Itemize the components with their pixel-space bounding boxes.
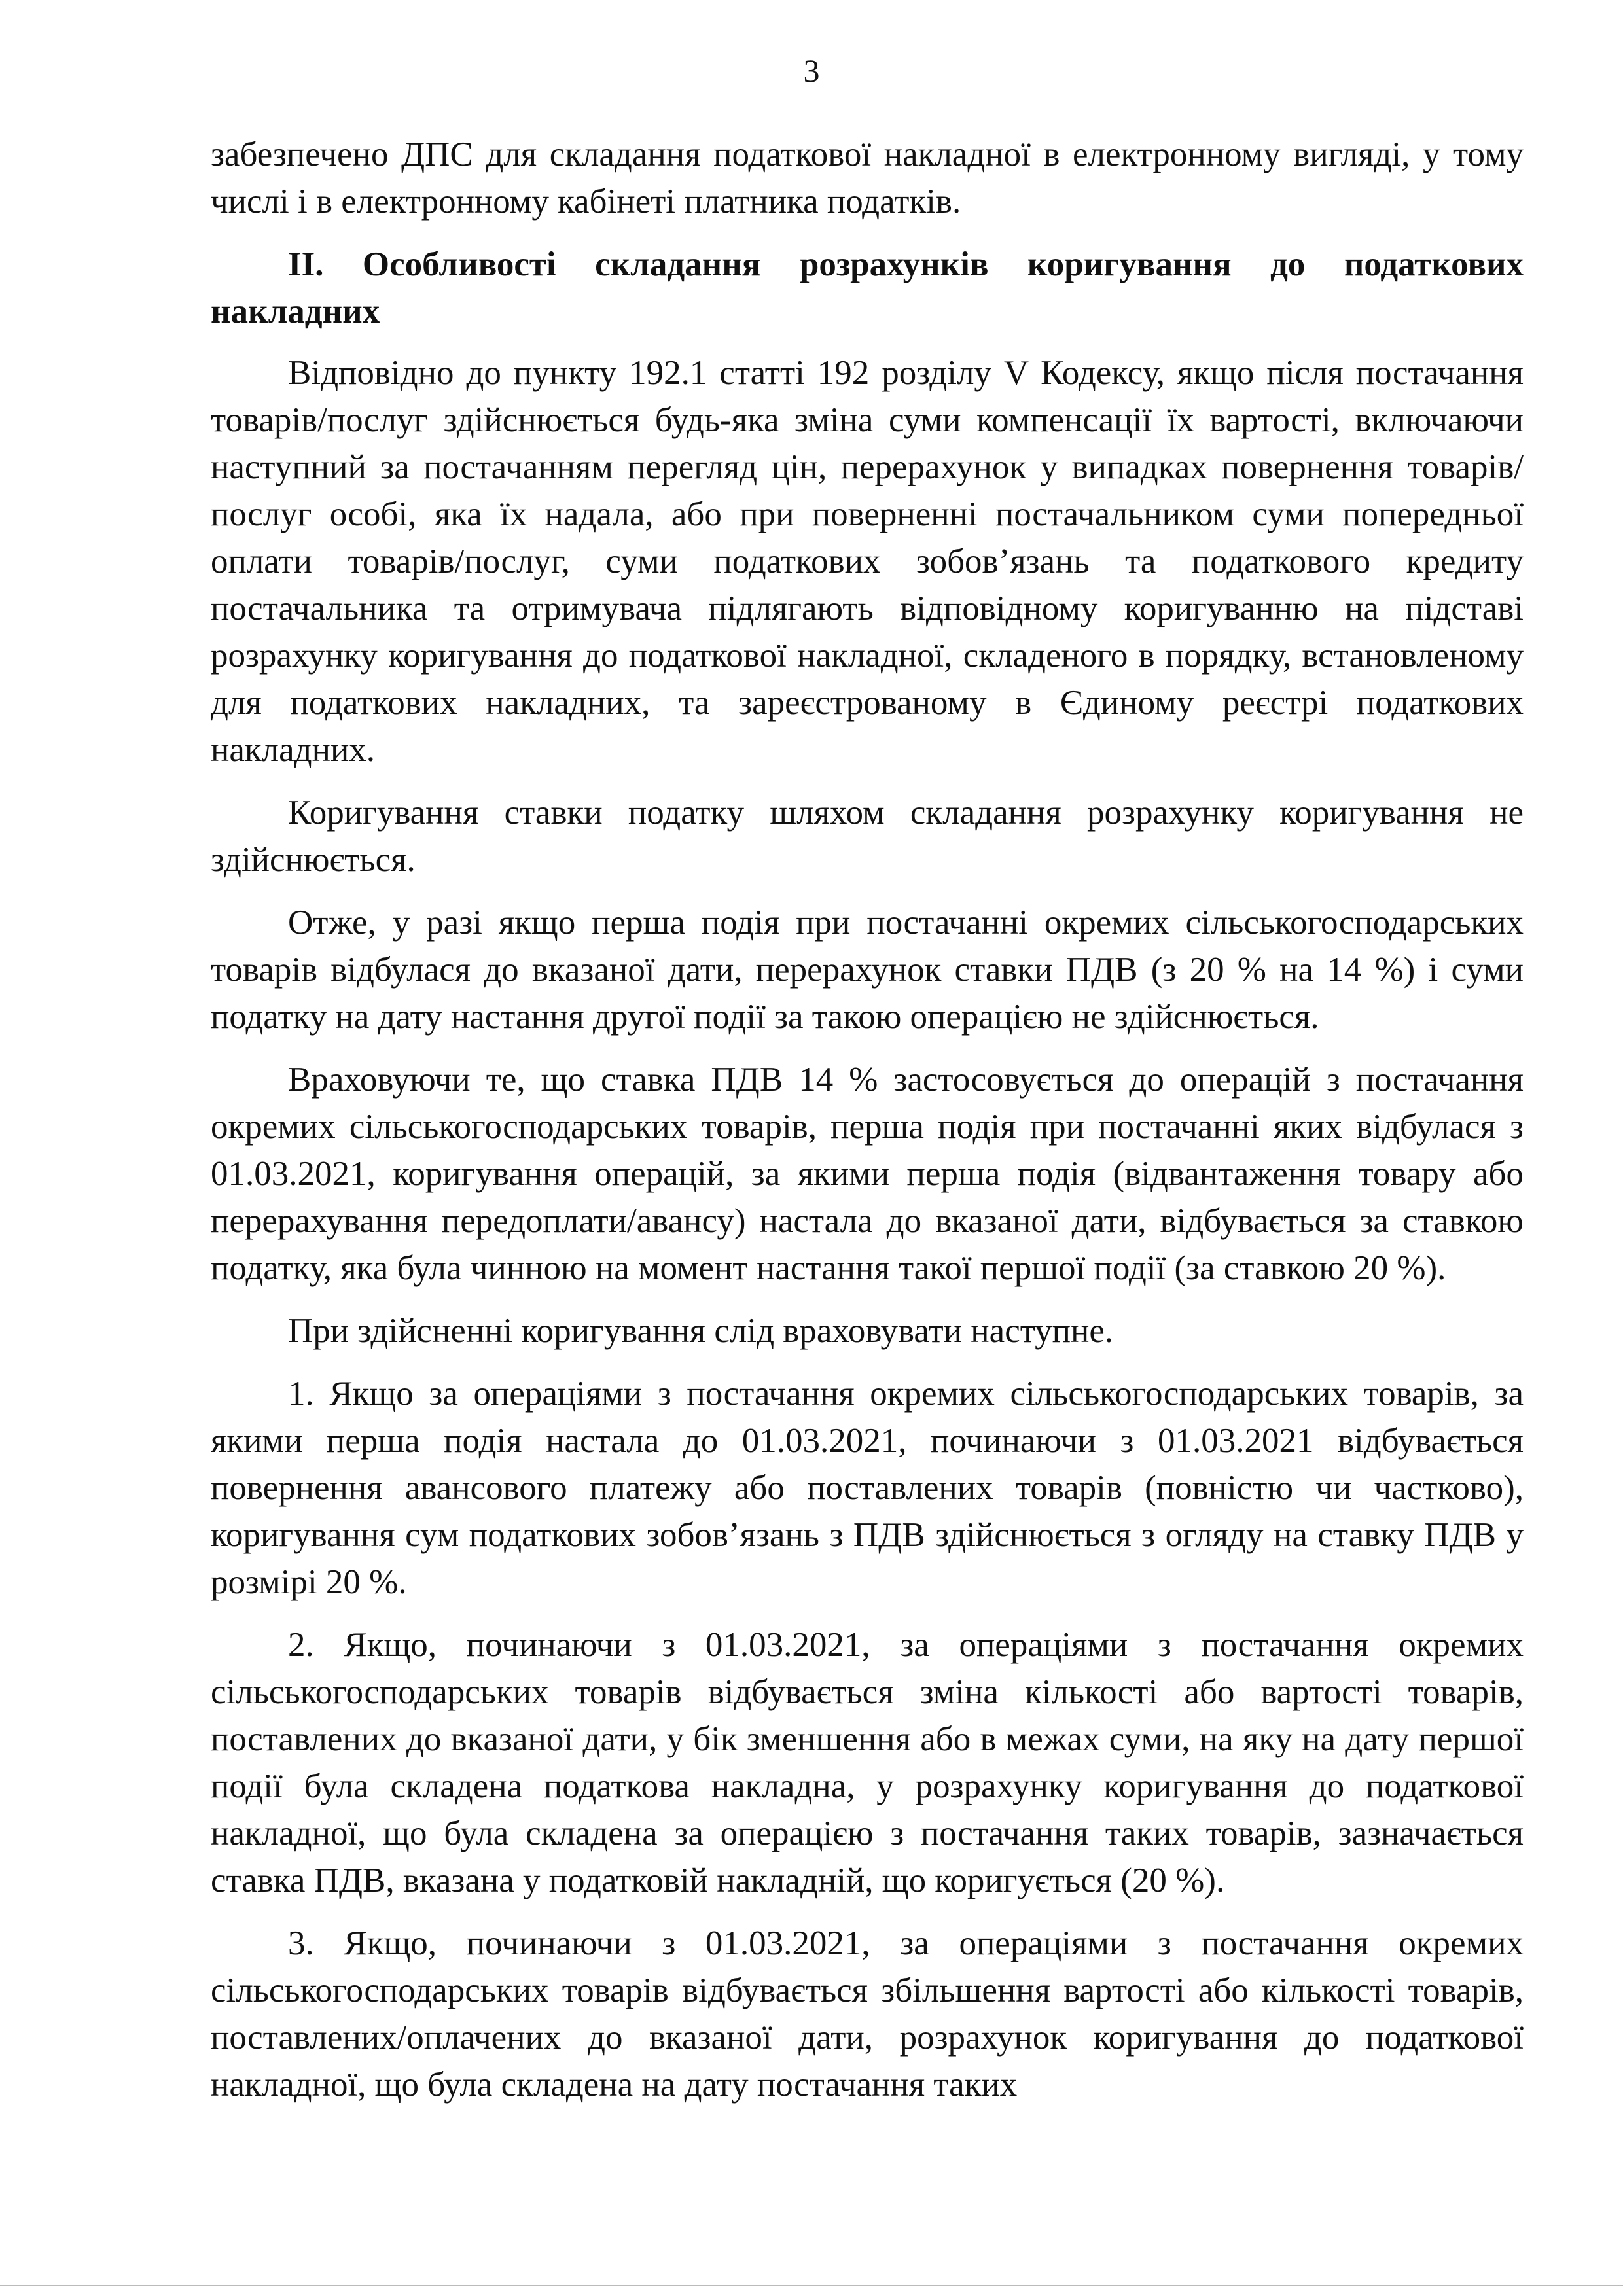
intro-paragraph: забезпечено ДПС для складання податкової накладної в електронному вигляді, у тому числі і в електронному кабінеті платника податків.: [211, 135, 1524, 221]
paragraph-rate-14: Враховуючи те, що ставка ПДВ 14 % застосовується до операцій з постачання окремих сільськогосподарських товарів, перша подія при постачанні яких відбулася з 01.03.2021, коригування операцій, за якими перша подія (відвантаження товару або перерахування передоплати/авансу) настала до вказаної дати, відбувається за ставкою податку, яка була чинною на момент настання такої першої події (за ставкою 20 %).: [211, 1061, 1524, 1287]
page-bottom-edge: [0, 2285, 1623, 2286]
paragraph-first-event: Отже, у разі якщо перша подія при постачанні окремих сільськогосподарських товарів відбулася до вказаної дати, перерахунок ставки ПДВ (з 20 % на 14 %) і суми податку на дату настання другої події за такою операцією не здійснюється.: [211, 904, 1524, 1036]
paragraph-legal-basis: Відповідно до пункту 192.1 статті 192 розділу V Кодексу, якщо після постачання товарів/послуг здійснюється будь-яка зміна суми компенсації їх вартості, включаючи наступний за постачанням перегляд цін, перерахунок у випадках повернення товарів/послуг особі, яка їх надала, або при поверненні постачальником суми попередньої оплати товарів/послуг, суми податкових зобов’язань та податкового кредиту постачальника та отримувача підлягають відповідному коригуванню на підставі розрахунку коригування до податкової накладної, складеного в порядку, встановленому для податкових накладних, та зареєстрованому в Єдиному реєстрі податкових накладних.: [211, 354, 1524, 769]
section-heading: ІІ. Особливості складання розрахунків коригування до податкових накладних: [211, 245, 1524, 330]
paragraph-rate-correction: Коригування ставки податку шляхом складання розрахунку коригування не здійснюється.: [211, 794, 1524, 879]
paragraph-consider: При здійсненні коригування слід враховувати наступне.: [288, 1312, 1114, 1350]
document-body: [211, 131, 1524, 2124]
page-number: 3: [803, 52, 820, 89]
list-item-2: 2. Якщо, починаючи з 01.03.2021, за операціями з постачання окремих сільськогосподарських товарів відбувається зміна кількості або вартості товарів, поставлених до вказаної дати, у бік зменшення або в межах суми, на яку на дату першої події була складена податкова накладна, у розрахунку коригування до податкової накладної, що була складена за операцією з постачання таких товарів, зазначається ставка ПДВ, вказана у податковій накладній, що коригується (20 %).: [211, 1626, 1524, 1899]
list-item-1: 1. Якщо за операціями з постачання окремих сільськогосподарських товарів, за якими перша подія настала до 01.03.2021, починаючи з 01.03.2021 відбувається повернення авансового платежу або поставлених товарів (повністю чи частково), коригування сум податкових зобов’язань з ПДВ здійснюється з огляду на ставку ПДВ у розмірі 20 %.: [211, 1375, 1524, 1601]
list-item-3: 3. Якщо, починаючи з 01.03.2021, за операціями з постачання окремих сільськогосподарських товарів відбувається збільшення вартості або кількості товарів, поставлених/оплачених до вказаної дати, розрахунок коригування до податкової накладної, що була складена на дату постачання таких: [211, 1924, 1524, 2104]
